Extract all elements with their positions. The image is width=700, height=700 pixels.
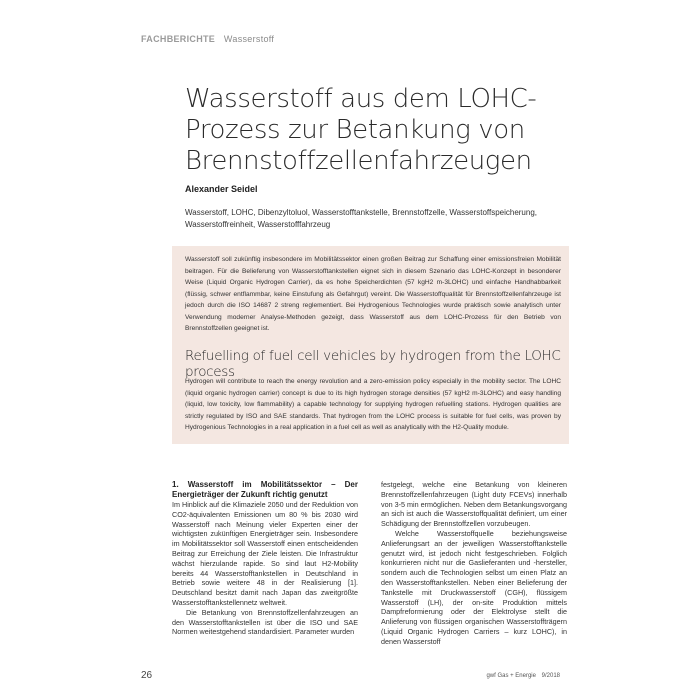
abstract-english: Hydrogen will contribute to reach the energy revolution and a zero-emission policy especially in the mobility sector. The LOHC (liquid organic hydrogen carrier) concept is due to its high hydrogen storage densities (57 kgH2 m-3LOHC) and easy handling (liquid, low toxicity, low flammability) a capable technology for supplying hydrogen refuelling stations. Hydrogen qualities are strictly regulated by ISO and SAE standards. That hydrogen from the LOHC process is suitable for fuel cells, was proven by Hydrogenious Technologies in a real application in a fuel cell as well as analytically with the H2-Quality module. xyxy=(185,378,561,431)
header-subsection: Wasserstoff xyxy=(223,34,275,44)
author-name: Alexander Seidel xyxy=(185,184,258,194)
page-number: 26 xyxy=(141,670,153,681)
keywords: Wasserstoff, LOHC, Dibenzyltoluol, Wasserstofftankstelle, Brennstoffzelle, Wasserstoffspeicherung, Wasserstoffreinheit, Wasserstofffahrzeug xyxy=(185,208,538,229)
body-paragraph: Im Hinblick auf die Klimaziele 2050 und der Reduktion von CO2-äquivalenten Emissionen um 80 % bis 2030 wird Wasserstoff nach Meinung vieler Experten einer der wichtigsten zukünftigen Energieträger sein. Insbesondere im Mobilitätssektor soll Wasserstoff einen entscheidenden Beitrag zur Erreichung der Ziele leisten. Die Infrastruktur wächst hierzulande rapide. So sind laut H2-Mobility bereits 44 Wasserstofftankstellen in Deutschland in Betrieb sowie weitere 48 in der Realisierung [1]. Deutschland besitzt damit nach Japan das zweitgrößte Wasserstofftankstellennetz weltweit. xyxy=(172,500,358,607)
journal-issue: 9/2018 xyxy=(541,673,560,679)
body-paragraph: Die Betankung von Brennstoffzellenfahrzeugen an den Wasserstofftankstellen ist über die ISO und SAE Normen weitestgehend standardisiert. Parameter wurden xyxy=(172,607,358,637)
body-column-right xyxy=(381,480,567,647)
article-title: Wasserstoff aus dem LOHC-Prozess zur Betankung von Brennstoffzellenfahrzeugen xyxy=(185,84,537,176)
footer-journal xyxy=(482,673,560,679)
abstract-english-title: Refuelling of fuel cell vehicles by hydrogen from the LOHC process xyxy=(185,348,561,380)
body-column-left xyxy=(172,480,358,637)
body-paragraph: Welche Wasserstoffquelle beziehungsweise Anlieferungsart an der jeweiligen Wasserstofftankstelle genutzt wird, ist jedoch nicht festgeschrieben. Folglich konkurrieren nicht nur die Gaslieferanten und -hersteller, sondern auch die Technologien selbst um einen Platz an den Wasserstofftankstellen. Neben einer Belieferung der Tankstelle mit Druckwasserstoff (CGH), flüssigem Wasserstoff (LH), der on-site Produktion mittels Dampfreformierung oder der Elektrolyse stellt die Anlieferung von flüssigen organischen Wasserstoffträgern (Liquid Organic Hydrogen Carriers – kurz LOHC), in denen Wasserstoff xyxy=(381,528,567,646)
section-heading: 1. Wasserstoff im Mobilitätssektor – Der Energieträger der Zukunft richtig genutzt xyxy=(172,480,358,499)
journal-name: gwf Gas + Energie xyxy=(486,673,536,679)
header-section: FACHBERICHTE xyxy=(141,34,216,44)
body-paragraph: festgelegt, welche eine Betankung von kleineren Brennstoffzellenfahrzeugen (Light duty FCEVs) innerhalb von 3-5 min ermöglichen. Neben dem Betankungsvorgang an sich ist auch die Wasserstoffqualität definiert, um einer Schädigung der Brennstoffzellen vorzubeugen. xyxy=(381,480,567,529)
running-header xyxy=(141,34,274,44)
abstract-german: Wasserstoff soll zukünftig insbesondere im Mobilitätssektor einen großen Beitrag zur Schaffung einer emissionsfreien Mobilität beitragen. Für die Belieferung von Wasserstofftankstellen eignet sich in diesem Szenario das LOHC-Konzept in besonderer Weise (Liquid Organic Hydrogen Carrier), da es hohe Speicherdichten (57 kgH2 m-3LOHC) und einfache Handhabbarkeit (flüssig, schwer entflammbar, keine Einstufung als Gefahrgut) vereint. Die Wasserstoffqualität für Brennstoffzellenfahrzeuge ist jedoch durch die ISO 14687 2 streng reglementiert. Bei Hydrogenious Technologies wurde praktisch sowie analytisch unter Verwendung moderner Analyse-Methoden gezeigt, dass Wasserstoff aus dem LOHC-Prozess für den Betrieb von Brennstoffzellen geeignet ist. xyxy=(185,256,561,332)
